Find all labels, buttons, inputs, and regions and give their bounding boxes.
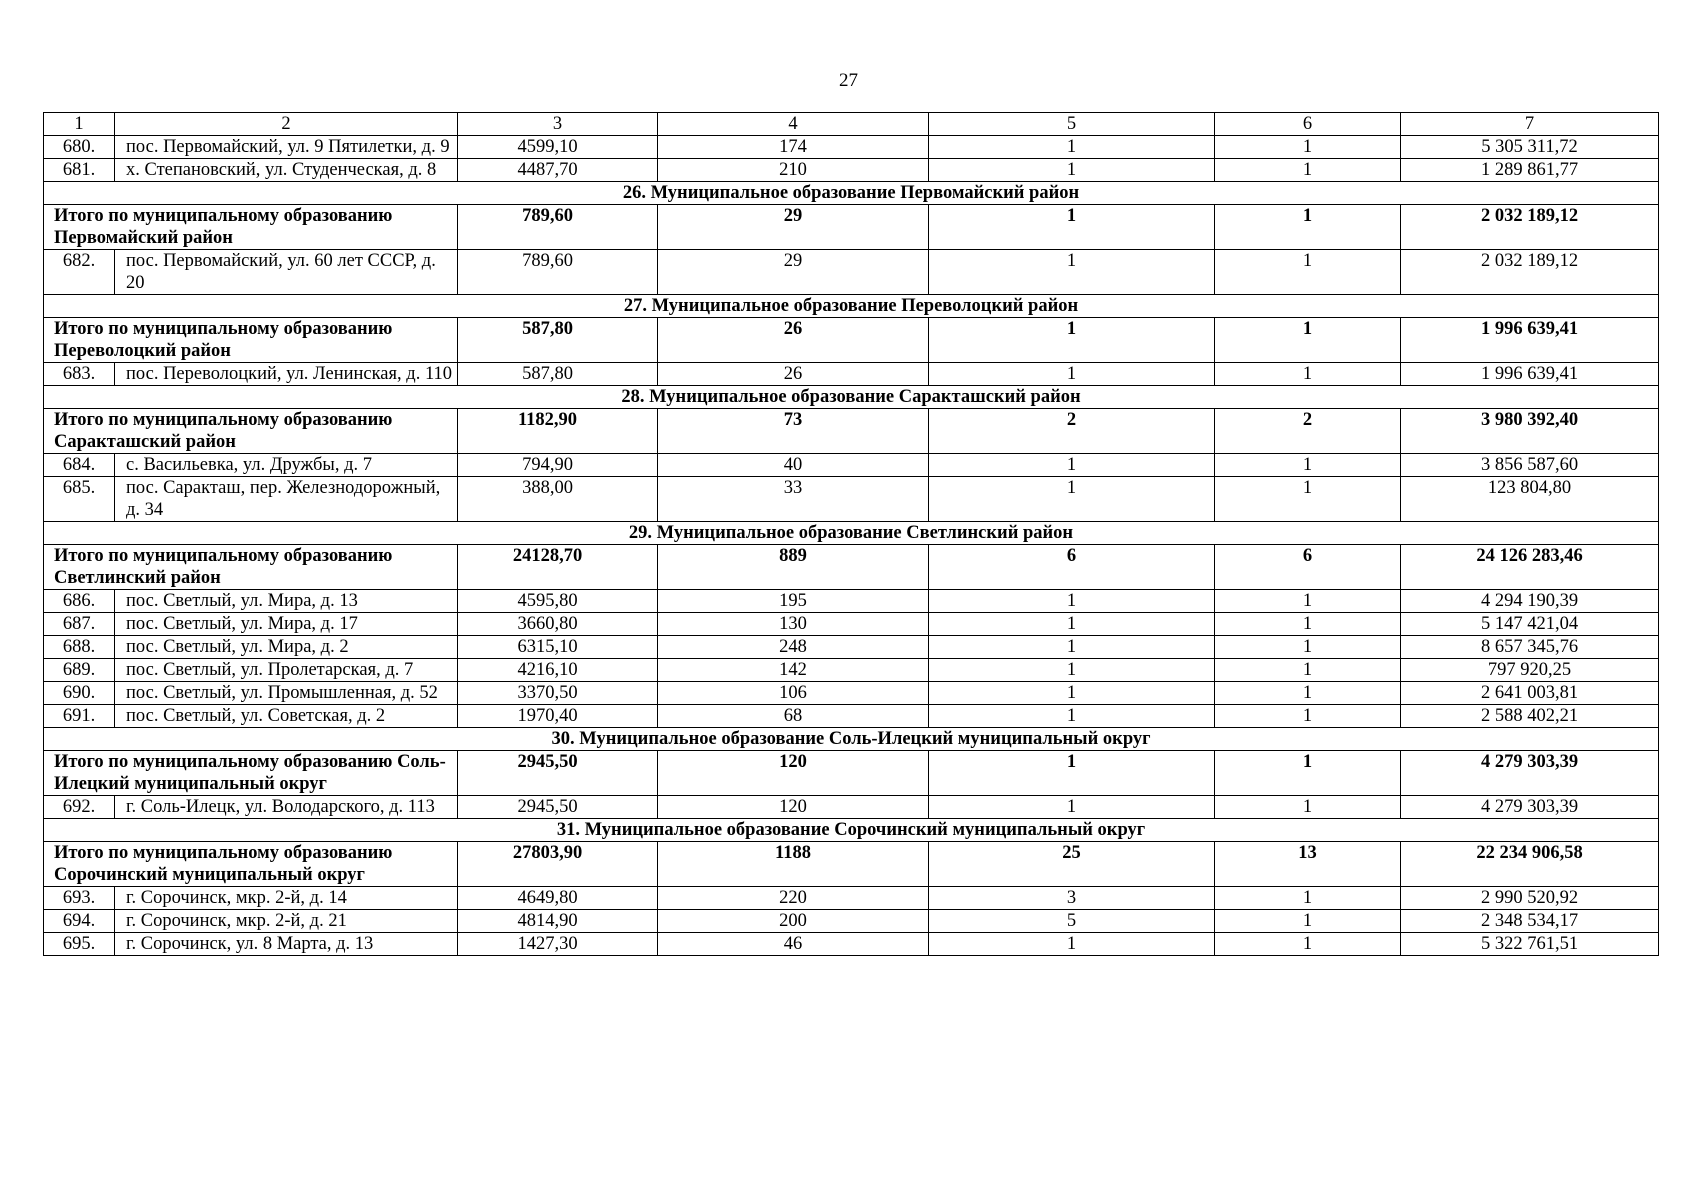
- column-6-value: 1: [1215, 159, 1401, 182]
- total-row: [44, 545, 1659, 590]
- row-number: 695.: [44, 933, 115, 956]
- area-value: 794,90: [458, 454, 658, 477]
- cost-value: 24 126 283,46: [1401, 545, 1659, 590]
- column-number: 7: [1401, 113, 1659, 136]
- column-5-value: 1: [929, 318, 1215, 363]
- section-title: 28. Муниципальное образование Саракташский район: [44, 386, 1659, 409]
- section-header-row: [44, 386, 1659, 409]
- column-6-value: 1: [1215, 887, 1401, 910]
- column-6-value: 1: [1215, 136, 1401, 159]
- column-5-value: 1: [929, 590, 1215, 613]
- row-number: 683.: [44, 363, 115, 386]
- row-number: 681.: [44, 159, 115, 182]
- table-row: [44, 659, 1659, 682]
- residents-count: 120: [658, 796, 929, 819]
- table-row: [44, 159, 1659, 182]
- total-label: Итого по муниципальному образованию Светлинский район: [44, 545, 458, 590]
- residents-count: 29: [658, 250, 929, 295]
- residents-count: 220: [658, 887, 929, 910]
- section-header-row: [44, 728, 1659, 751]
- area-value: 4649,80: [458, 887, 658, 910]
- column-5-value: 1: [929, 363, 1215, 386]
- residents-count: 40: [658, 454, 929, 477]
- address: г. Сорочинск, ул. 8 Марта, д. 13: [115, 933, 458, 956]
- column-5-value: 1: [929, 454, 1215, 477]
- column-number-row: [44, 113, 1659, 136]
- section-header-row: [44, 182, 1659, 205]
- residents-count: 68: [658, 705, 929, 728]
- column-6-value: 1: [1215, 318, 1401, 363]
- column-6-value: 1: [1215, 454, 1401, 477]
- column-number: 6: [1215, 113, 1401, 136]
- column-5-value: 1: [929, 250, 1215, 295]
- address: г. Сорочинск, мкр. 2-й, д. 21: [115, 910, 458, 933]
- column-5-value: 1: [929, 933, 1215, 956]
- row-number: 694.: [44, 910, 115, 933]
- address: пос. Первомайский, ул. 9 Пятилетки, д. 9: [115, 136, 458, 159]
- column-5-value: 1: [929, 682, 1215, 705]
- row-number: 686.: [44, 590, 115, 613]
- column-6-value: 1: [1215, 205, 1401, 250]
- cost-value: 1 996 639,41: [1401, 363, 1659, 386]
- column-5-value: 2: [929, 409, 1215, 454]
- column-6-value: 1: [1215, 751, 1401, 796]
- cost-value: 2 032 189,12: [1401, 250, 1659, 295]
- column-6-value: 1: [1215, 363, 1401, 386]
- table-body: [44, 113, 1659, 956]
- column-number: 5: [929, 113, 1215, 136]
- residents-count: 1188: [658, 842, 929, 887]
- area-value: 3370,50: [458, 682, 658, 705]
- column-6-value: 1: [1215, 477, 1401, 522]
- column-6-value: 1: [1215, 933, 1401, 956]
- area-value: 2945,50: [458, 796, 658, 819]
- area-value: 587,80: [458, 318, 658, 363]
- total-row: [44, 751, 1659, 796]
- column-5-value: 5: [929, 910, 1215, 933]
- column-6-value: 1: [1215, 250, 1401, 295]
- residents-count: 200: [658, 910, 929, 933]
- section-title: 31. Муниципальное образование Сорочинский муниципальный округ: [44, 819, 1659, 842]
- column-number: 2: [115, 113, 458, 136]
- area-value: 3660,80: [458, 613, 658, 636]
- area-value: 4487,70: [458, 159, 658, 182]
- residents-count: 130: [658, 613, 929, 636]
- cost-value: 4 279 303,39: [1401, 751, 1659, 796]
- column-6-value: 1: [1215, 796, 1401, 819]
- table-row: [44, 454, 1659, 477]
- area-value: 4595,80: [458, 590, 658, 613]
- total-label: Итого по муниципальному образованию Первомайский район: [44, 205, 458, 250]
- section-title: 30. Муниципальное образование Соль-Илецкий муниципальный округ: [44, 728, 1659, 751]
- cost-value: 123 804,80: [1401, 477, 1659, 522]
- cost-value: 4 279 303,39: [1401, 796, 1659, 819]
- address: пос. Светлый, ул. Советская, д. 2: [115, 705, 458, 728]
- row-number: 689.: [44, 659, 115, 682]
- column-number: 1: [44, 113, 115, 136]
- total-label: Итого по муниципальному образованию Соль-Илецкий муниципальный округ: [44, 751, 458, 796]
- column-6-value: 6: [1215, 545, 1401, 590]
- residents-count: 46: [658, 933, 929, 956]
- section-header-row: [44, 819, 1659, 842]
- cost-value: 5 322 761,51: [1401, 933, 1659, 956]
- column-5-value: 1: [929, 136, 1215, 159]
- cost-value: 2 641 003,81: [1401, 682, 1659, 705]
- area-value: 789,60: [458, 250, 658, 295]
- area-value: 1970,40: [458, 705, 658, 728]
- housing-table: [43, 112, 1659, 956]
- total-row: [44, 205, 1659, 250]
- residents-count: 174: [658, 136, 929, 159]
- residents-count: 26: [658, 363, 929, 386]
- area-value: 4216,10: [458, 659, 658, 682]
- area-value: 388,00: [458, 477, 658, 522]
- column-5-value: 1: [929, 751, 1215, 796]
- address: пос. Переволоцкий, ул. Ленинская, д. 110: [115, 363, 458, 386]
- column-6-value: 2: [1215, 409, 1401, 454]
- cost-value: 5 305 311,72: [1401, 136, 1659, 159]
- table-row: [44, 933, 1659, 956]
- column-6-value: 1: [1215, 910, 1401, 933]
- cost-value: 2 032 189,12: [1401, 205, 1659, 250]
- cost-value: 1 289 861,77: [1401, 159, 1659, 182]
- column-5-value: 1: [929, 705, 1215, 728]
- cost-value: 22 234 906,58: [1401, 842, 1659, 887]
- residents-count: 26: [658, 318, 929, 363]
- area-value: 1427,30: [458, 933, 658, 956]
- total-label: Итого по муниципальному образованию Саракташский район: [44, 409, 458, 454]
- section-title: 26. Муниципальное образование Первомайский район: [44, 182, 1659, 205]
- table-row: [44, 250, 1659, 295]
- column-6-value: 13: [1215, 842, 1401, 887]
- cost-value: 8 657 345,76: [1401, 636, 1659, 659]
- table-row: [44, 682, 1659, 705]
- table-row: [44, 477, 1659, 522]
- cost-value: 1 996 639,41: [1401, 318, 1659, 363]
- area-value: 27803,90: [458, 842, 658, 887]
- column-5-value: 1: [929, 796, 1215, 819]
- column-5-value: 1: [929, 636, 1215, 659]
- column-5-value: 1: [929, 613, 1215, 636]
- table-row: [44, 590, 1659, 613]
- area-value: 4599,10: [458, 136, 658, 159]
- row-number: 680.: [44, 136, 115, 159]
- area-value: 789,60: [458, 205, 658, 250]
- column-6-value: 1: [1215, 590, 1401, 613]
- column-5-value: 3: [929, 887, 1215, 910]
- section-header-row: [44, 522, 1659, 545]
- address: пос. Светлый, ул. Пролетарская, д. 7: [115, 659, 458, 682]
- table-row: [44, 910, 1659, 933]
- column-5-value: 1: [929, 659, 1215, 682]
- column-5-value: 6: [929, 545, 1215, 590]
- column-5-value: 1: [929, 159, 1215, 182]
- residents-count: 210: [658, 159, 929, 182]
- column-6-value: 1: [1215, 705, 1401, 728]
- total-row: [44, 409, 1659, 454]
- row-number: 693.: [44, 887, 115, 910]
- total-row: [44, 318, 1659, 363]
- page-number: 27: [839, 70, 858, 91]
- residents-count: 120: [658, 751, 929, 796]
- table-row: [44, 796, 1659, 819]
- table-row: [44, 887, 1659, 910]
- column-5-value: 1: [929, 205, 1215, 250]
- address: с. Васильевка, ул. Дружбы, д. 7: [115, 454, 458, 477]
- area-value: 24128,70: [458, 545, 658, 590]
- column-number: 3: [458, 113, 658, 136]
- address: х. Степановский, ул. Студенческая, д. 8: [115, 159, 458, 182]
- total-label: Итого по муниципальному образованию Сорочинский муниципальный округ: [44, 842, 458, 887]
- row-number: 682.: [44, 250, 115, 295]
- cost-value: 3 980 392,40: [1401, 409, 1659, 454]
- table-row: [44, 363, 1659, 386]
- cost-value: 797 920,25: [1401, 659, 1659, 682]
- column-6-value: 1: [1215, 682, 1401, 705]
- column-6-value: 1: [1215, 636, 1401, 659]
- section-title: 27. Муниципальное образование Переволоцкий район: [44, 295, 1659, 318]
- cost-value: 4 294 190,39: [1401, 590, 1659, 613]
- address: г. Сорочинск, мкр. 2-й, д. 14: [115, 887, 458, 910]
- address: г. Соль-Илецк, ул. Володарского, д. 113: [115, 796, 458, 819]
- cost-value: 2 990 520,92: [1401, 887, 1659, 910]
- area-value: 587,80: [458, 363, 658, 386]
- residents-count: 73: [658, 409, 929, 454]
- area-value: 2945,50: [458, 751, 658, 796]
- cost-value: 3 856 587,60: [1401, 454, 1659, 477]
- address: пос. Саракташ, пер. Железнодорожный, д. 34: [115, 477, 458, 522]
- address: пос. Светлый, ул. Мира, д. 13: [115, 590, 458, 613]
- address: пос. Первомайский, ул. 60 лет СССР, д. 20: [115, 250, 458, 295]
- residents-count: 142: [658, 659, 929, 682]
- table-row: [44, 613, 1659, 636]
- column-6-value: 1: [1215, 659, 1401, 682]
- row-number: 688.: [44, 636, 115, 659]
- row-number: 687.: [44, 613, 115, 636]
- section-header-row: [44, 295, 1659, 318]
- total-label: Итого по муниципальному образованию Переволоцкий район: [44, 318, 458, 363]
- residents-count: 29: [658, 205, 929, 250]
- cost-value: 2 348 534,17: [1401, 910, 1659, 933]
- row-number: 685.: [44, 477, 115, 522]
- row-number: 691.: [44, 705, 115, 728]
- row-number: 692.: [44, 796, 115, 819]
- column-5-value: 1: [929, 477, 1215, 522]
- total-row: [44, 842, 1659, 887]
- column-6-value: 1: [1215, 613, 1401, 636]
- residents-count: 889: [658, 545, 929, 590]
- area-value: 4814,90: [458, 910, 658, 933]
- section-title: 29. Муниципальное образование Светлинский район: [44, 522, 1659, 545]
- cost-value: 5 147 421,04: [1401, 613, 1659, 636]
- address: пос. Светлый, ул. Мира, д. 2: [115, 636, 458, 659]
- residents-count: 248: [658, 636, 929, 659]
- row-number: 684.: [44, 454, 115, 477]
- residents-count: 106: [658, 682, 929, 705]
- table-row: [44, 136, 1659, 159]
- residents-count: 195: [658, 590, 929, 613]
- address: пос. Светлый, ул. Мира, д. 17: [115, 613, 458, 636]
- column-number: 4: [658, 113, 929, 136]
- table-row: [44, 705, 1659, 728]
- column-5-value: 25: [929, 842, 1215, 887]
- table-row: [44, 636, 1659, 659]
- area-value: 1182,90: [458, 409, 658, 454]
- address: пос. Светлый, ул. Промышленная, д. 52: [115, 682, 458, 705]
- row-number: 690.: [44, 682, 115, 705]
- residents-count: 33: [658, 477, 929, 522]
- area-value: 6315,10: [458, 636, 658, 659]
- cost-value: 2 588 402,21: [1401, 705, 1659, 728]
